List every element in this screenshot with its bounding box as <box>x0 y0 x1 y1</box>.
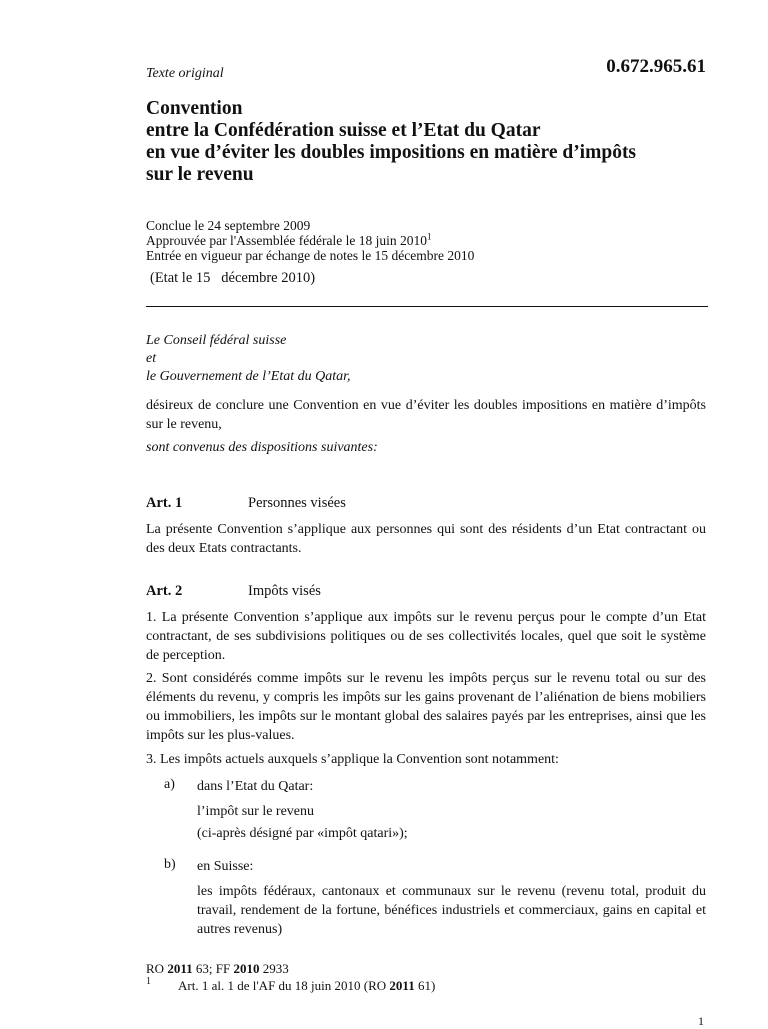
item-b-block: les impôts fédéraux, cantonaux et communaux sur le revenu (revenu total, produit du travail, rendement de la fortune, bénéfices industriels et commerciaux, gains en capital et autres revenus) <box>197 884 706 937</box>
ro-prefix: RO <box>146 961 168 976</box>
item-b-letter: b) <box>164 857 176 872</box>
item-a-line-1: l’impôt sur le revenu <box>197 804 315 819</box>
footnote-1-text <box>178 978 435 994</box>
ro-year: 2011 <box>167 961 193 976</box>
preamble-parties <box>146 332 351 386</box>
page-number: 1 <box>698 1014 704 1028</box>
meta-conclue: Conclue le 24 septembre 2009 <box>146 218 311 233</box>
footnote-1-mark: 1 <box>146 976 151 987</box>
meta-etat: (Etat le 15 décembre 2010) <box>150 270 316 286</box>
ro-end: 2933 <box>259 961 289 976</box>
art-2-para-1: 1. La présente Convention s’applique aux impôts sur le revenu perçus pour le compte d’un Etat contractant, de ses subdivisions politiques ou de ses collectivités locales, quel que soit le système de perception. <box>146 610 706 663</box>
art-1-text: La présente Convention s’applique aux personnes qui sont des résidents d’un Etat contractant ou des deux Etats contractants. <box>146 522 706 556</box>
fn1-end: 61) <box>414 978 436 993</box>
document-meta <box>146 218 474 263</box>
meta-entree: Entrée en vigueur par échange de notes le 15 décembre 2010 <box>146 248 475 263</box>
title-line-1: Convention <box>146 98 243 119</box>
item-a-text: dans l’Etat du Qatar: <box>197 779 314 794</box>
art-2-para-3: 3. Les impôts actuels auxquels s’applique la Convention sont notamment: <box>146 752 559 767</box>
fn1-year: 2011 <box>389 978 415 993</box>
fn1-prefix: Art. 1 al. 1 de l'AF du 18 juin 2010 (RO <box>178 978 390 993</box>
meta-approuvee-text: Approuvée par l'Assemblée fédérale le 18 juin 2010 <box>146 233 427 248</box>
art-2-title: Impôts visés <box>248 583 321 599</box>
item-a-letter: a) <box>164 777 175 792</box>
preamble-convenus: sont convenus des dispositions suivantes: <box>146 440 378 455</box>
sr-number: 0.672.965.61 <box>606 56 706 77</box>
item-a-line-2: (ci-après désigné par «impôt qatari»); <box>197 826 408 841</box>
art-1-title: Personnes visées <box>248 495 346 511</box>
footnote-ref-1: 1 <box>426 231 432 242</box>
meta-approuvee <box>146 233 474 248</box>
header-divider <box>146 306 708 307</box>
title-line-2: entre la Confédération suisse et l’Etat du Qatar <box>146 120 541 141</box>
party-and: et <box>146 351 157 366</box>
party-2: le Gouvernement de l’Etat du Qatar, <box>146 369 351 384</box>
title-line-4: sur le revenu <box>146 164 254 185</box>
texte-original-label: Texte original <box>146 66 224 81</box>
preamble-desireux: désireux de conclure une Convention en vue d’éviter les doubles impositions en matière d’impôts sur le revenu, <box>146 398 706 432</box>
title-line-3: en vue d’éviter les doubles impositions en matière d’impôts <box>146 142 637 163</box>
item-b-text: en Suisse: <box>197 859 254 874</box>
art-2-label: Art. 2 <box>146 583 183 599</box>
ff-year: 2010 <box>233 961 260 976</box>
art-1-label: Art. 1 <box>146 495 183 511</box>
party-1: Le Conseil fédéral suisse <box>146 333 287 348</box>
footnote-ro-ff <box>146 961 289 977</box>
art-2-para-2: 2. Sont considérés comme impôts sur le revenu les impôts perçus sur le revenu total ou sur des éléments du revenu, y compris les impôts sur les gains provenant de l’aliénation de biens mobiliers ou immobiliers, les impôts sur le montant global des salaires payés par les entreprises, ainsi que les impôts sur les plus-values. <box>146 671 706 743</box>
document-title <box>146 98 716 186</box>
ro-mid: 63; FF <box>192 961 234 976</box>
